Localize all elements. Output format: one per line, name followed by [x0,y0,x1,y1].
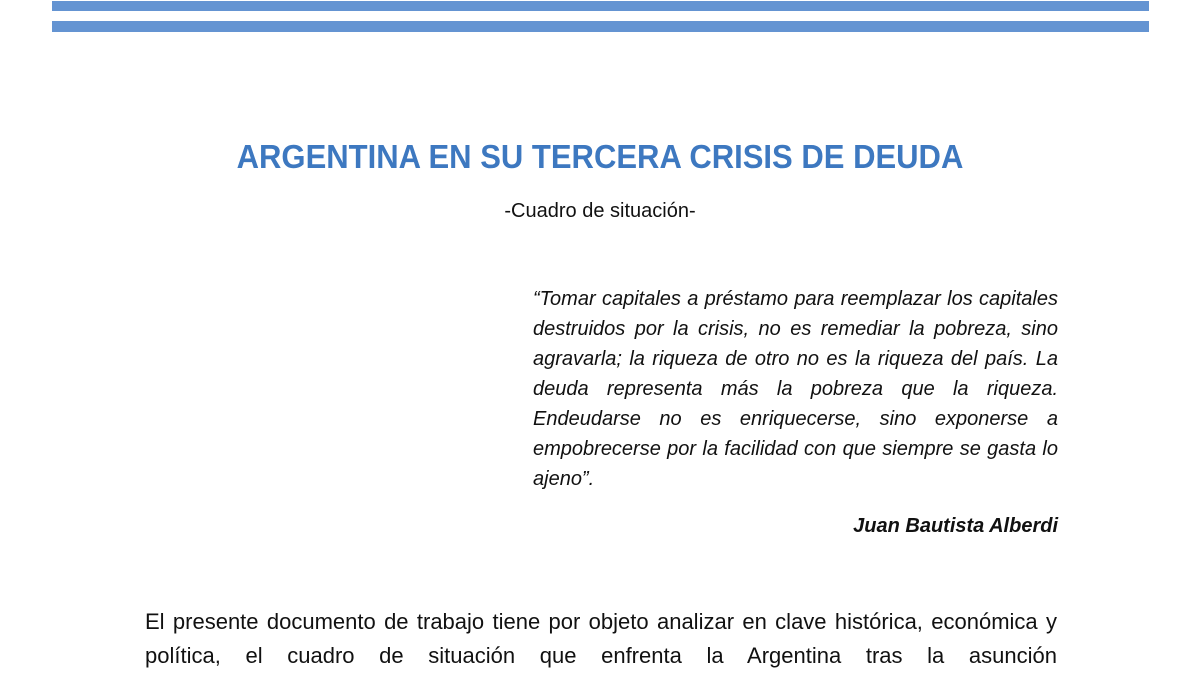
body-paragraph: El presente documento de trabajo tiene por objeto analizar en clave histórica, económica y política, el cuadro de situación que enfrenta la Argentina tras la asunción [145,609,1057,668]
document-subtitle: -Cuadro de situación- [504,200,696,222]
epigraph-author: Juan Bautista Alberdi [853,515,1058,537]
header-rule-bottom [52,21,1149,32]
header-rule-top [52,1,1149,11]
epigraph-quote: “Tomar capitales a préstamo para reemplazar los capitales destruidos por la crisis, no es remediar la pobreza, sino agravarla; la riqueza de otro no es la riqueza del país. La deuda representa más la pobreza que la riqueza. Endeudarse no es enriquecerse, sino exponerse a empobrecerse por la facilidad con que siempre se gasta lo ajeno”. [533,288,1058,490]
document-title: ARGENTINA EN SU TERCERA CRISIS DE DEUDA [236,138,964,175]
